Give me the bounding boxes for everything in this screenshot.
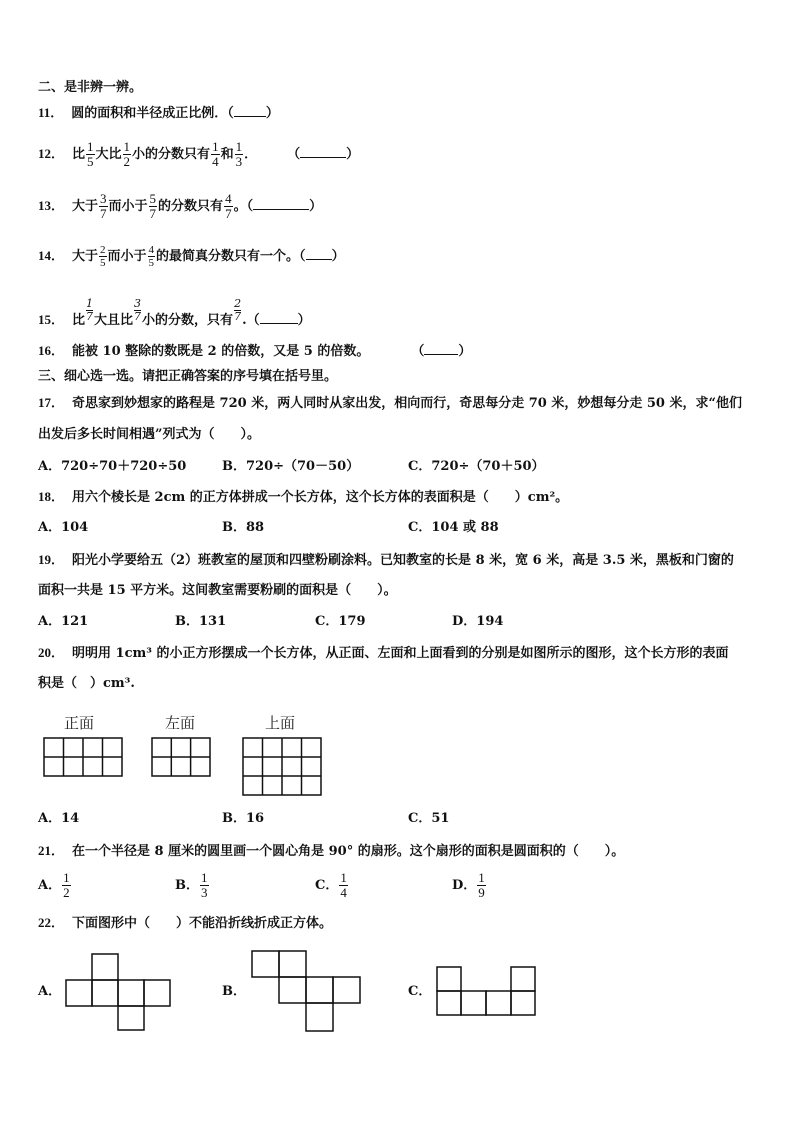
- option-c[interactable]: C．51: [408, 811, 450, 826]
- option-b[interactable]: B． $\frac{1}{3}$: [175, 870, 208, 900]
- question-14: 14． 大于 $\frac{2}{5}$ 而小于 $\frac{4}{5}$ 的最简真分数只有一个。（ ）: [38, 244, 345, 269]
- question-22: 22． 下面图形中（ ）不能沿折线折成正方体。: [38, 915, 333, 931]
- question-number: 20．: [38, 645, 65, 660]
- option-c[interactable]: C．104 或 88: [408, 520, 499, 535]
- question-number: 12．: [38, 146, 65, 161]
- question-number: 14．: [38, 248, 65, 263]
- question-number: 17．: [38, 395, 65, 410]
- option-c[interactable]: C．179: [315, 614, 366, 629]
- question-number: 13．: [38, 198, 65, 213]
- fraction: $\frac{1}{3}$: [201, 870, 208, 900]
- fraction: $\frac{4}{5}$: [148, 244, 155, 269]
- question-16: 16． 能被 10 整除的数既是 2 的倍数，又是 5 的倍数。 （ ）: [38, 343, 472, 359]
- section-heading-2: 二、是非辨一辨。: [38, 80, 143, 95]
- question-21: 21． 在一个半径是 8 厘米的圆里画一个圆心角是 90° 的扇形。这个扇形的面积是圆面积的（ ）。: [38, 843, 625, 859]
- fraction: $\frac{3}{7}$: [100, 191, 107, 221]
- question-number: 11．: [38, 105, 64, 120]
- question-13: 13． 大于 $\frac{3}{7}$ 而小于 $\frac{5}{7}$ 的分数只有 $\frac{4}{7}$ 。（ ）: [38, 191, 323, 221]
- option-d[interactable]: D． $\frac{1}{9}$: [452, 870, 485, 900]
- option-a[interactable]: A．: [38, 984, 62, 999]
- question-20-cont: 积是（ ）cm³.: [38, 676, 135, 691]
- question-number: 15．: [38, 312, 65, 327]
- fraction: $\frac{1}{2}$: [123, 139, 131, 169]
- fraction: $\frac{4}{7}$: [225, 191, 232, 221]
- question-number: 22．: [38, 915, 65, 930]
- option-b[interactable]: B．: [222, 984, 246, 999]
- option-a[interactable]: A．121: [38, 614, 89, 629]
- fraction: $\frac{1}{5}$: [87, 139, 94, 169]
- fraction: $\frac{3}{7}$: [134, 297, 142, 323]
- option-a[interactable]: A．104: [38, 520, 89, 535]
- option-a[interactable]: A．14: [38, 811, 80, 826]
- option-c[interactable]: C．720÷（70＋50）: [408, 459, 545, 474]
- fraction: $\frac{2}{5}$: [100, 244, 106, 269]
- question-15: 15． 比 $\frac{1}{7}$ 大且比 $\frac{3}{7}$ 小的分数，只有 $\frac{2}{7}$ .（ ）: [38, 297, 311, 328]
- question-17-cont: 出发后多长时间相遇”列式为（ ）。: [38, 427, 260, 442]
- question-number: 18．: [38, 489, 65, 504]
- question-19-cont: 面积一共是 15 平方米。这间教室需要粉刷的面积是（ ）。: [38, 583, 397, 598]
- left-view-grid: [152, 738, 210, 776]
- option-b[interactable]: B．131: [175, 614, 227, 629]
- question-11: 11． 圆的面积和半径成正比例．（ ）: [38, 105, 279, 121]
- question-19: 19． 阳光小学要给五（2）班教室的屋顶和四壁粉刷涂料。已知教室的长是 8 米，宽 6 米，高是 3.5 米，黑板和门窗的: [38, 552, 734, 568]
- net-c: [437, 967, 535, 1015]
- option-b[interactable]: B．720÷（70－50）: [222, 459, 360, 474]
- fraction: $\frac{1}{4}$: [340, 870, 347, 900]
- question-18: 18． 用六个棱长是 2cm 的正方体拼成一个长方体，这个长方体的表面积是（ ）cm²。: [38, 489, 569, 505]
- fraction: $\frac{1}{2}$: [63, 870, 70, 900]
- fraction: $\frac{1}{4}$: [212, 139, 219, 169]
- option-c[interactable]: C． $\frac{1}{4}$: [315, 870, 347, 900]
- fraction: $\frac{1}{7}$: [86, 297, 94, 323]
- question-number: 16．: [38, 343, 65, 358]
- front-view-grid: [44, 738, 122, 776]
- fraction: $\frac{2}{7}$: [234, 297, 242, 323]
- net-b: [252, 951, 360, 1031]
- option-c[interactable]: C．: [408, 984, 432, 999]
- option-d[interactable]: D．194: [452, 614, 504, 629]
- question-text: 圆的面积和半径成正比例．（: [71, 106, 234, 121]
- view-label-front: 正面: [64, 714, 95, 732]
- option-a[interactable]: A． $\frac{1}{2}$: [38, 870, 70, 900]
- question-number: 21．: [38, 843, 65, 858]
- option-a[interactable]: A．720÷70＋720÷50: [38, 459, 187, 474]
- question-20: 20． 明明用 1cm³ 的小正方形摆成一个长方体，从正面、左面和上面看到的分别是如图所示的图形，这个长方形的表面: [38, 645, 729, 661]
- fraction: $\frac{5}{7}$: [149, 191, 157, 221]
- view-label-left: 左面: [165, 714, 196, 732]
- question-number: 19．: [38, 552, 65, 567]
- section-heading-3: 三、细心选一选。请把正确答案的序号填在括号里。: [38, 369, 338, 384]
- fraction: $\frac{1}{9}$: [478, 870, 485, 900]
- net-a: [66, 954, 170, 1030]
- question-17: 17． 奇思家到妙想家的路程是 720 米，两人同时从家出发，相向而行，奇思每分走 70 米，妙想每分走 50 米，求“他们: [38, 395, 742, 411]
- top-view-grid: [243, 738, 321, 795]
- question-12: 12． 比 $\frac{1}{5}$ 大比 $\frac{1}{2}$ 小的分数只有 $\frac{1}{4}$ 和 $\frac{1}{3}$ ． （ ）: [38, 139, 360, 169]
- view-label-top: 上面: [265, 714, 296, 732]
- fraction: $\frac{1}{3}$: [235, 139, 243, 169]
- option-b[interactable]: B．88: [222, 520, 265, 535]
- option-b[interactable]: B．16: [222, 811, 265, 826]
